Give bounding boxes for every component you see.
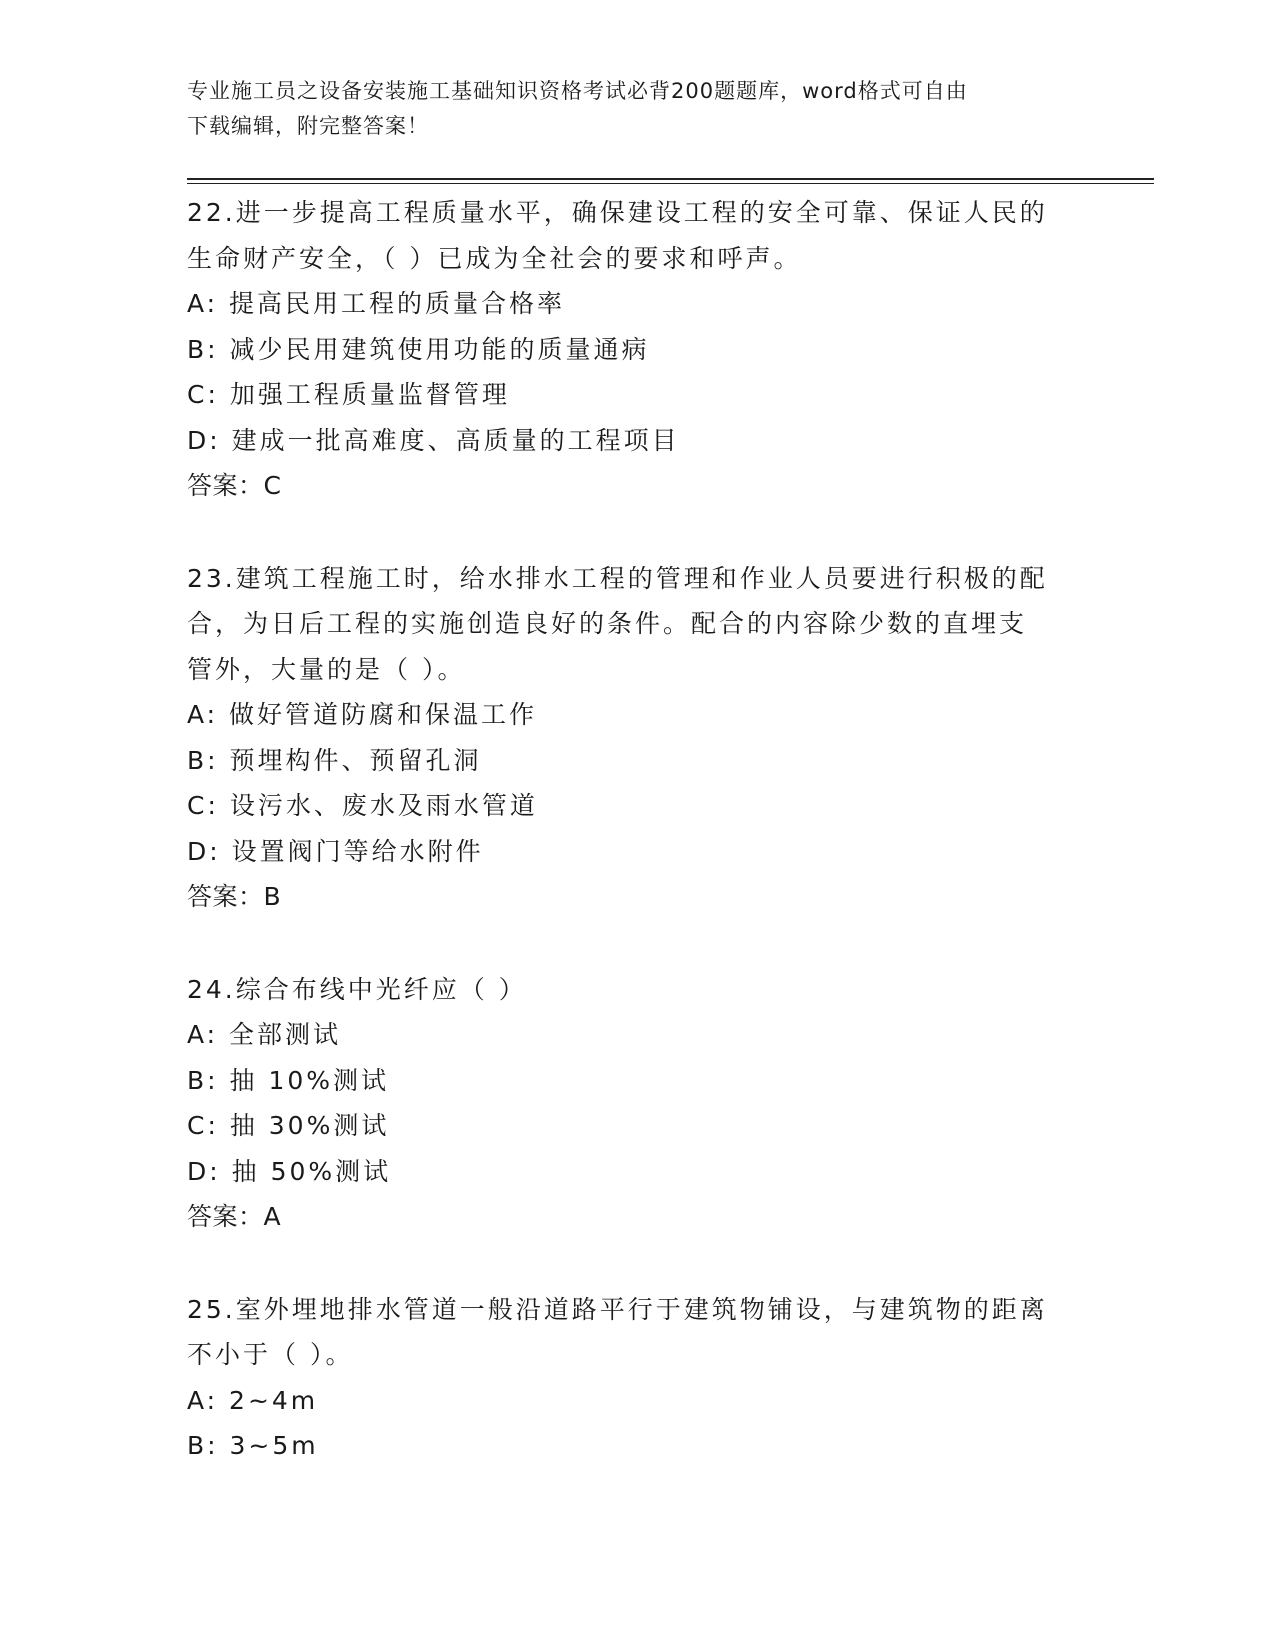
- option-d: D: 建成一批高难度、高质量的工程项目: [187, 425, 680, 455]
- option-a: A: 提高民用工程的质量合格率: [187, 289, 566, 318]
- option-b: B: 抽 10%测试: [187, 1065, 390, 1095]
- question-22: [187, 190, 1087, 509]
- answer: 答案：A: [187, 1202, 282, 1231]
- question-stem: 24.综合布线中光纤应（ ）: [187, 974, 527, 1004]
- header-divider-thin: [187, 183, 1154, 184]
- option-a: A: 全部测试: [187, 1020, 342, 1049]
- question-25: [187, 1287, 1087, 1469]
- option-c: C: 抽 30%测试: [187, 1111, 390, 1140]
- option-c: C: 设污水、废水及雨水管道: [187, 791, 538, 820]
- question-stem: 25.室外埋地排水管道一般沿道路平行于建筑物铺设，与建筑物的距离: [187, 1294, 1048, 1324]
- option-a: A: 2~4m: [187, 1385, 319, 1415]
- option-d: D: 抽 50%测试: [187, 1156, 392, 1186]
- question-stem: 管外，大量的是（ ）。: [187, 654, 466, 684]
- option-b: B: 预埋构件、预留孔洞: [187, 745, 482, 775]
- question-stem: 22.进一步提高工程质量水平，确保建设工程的安全可靠、保证人民的: [187, 198, 1048, 227]
- header-divider-thick: [187, 178, 1154, 180]
- answer: 答案：B: [187, 882, 282, 911]
- option-d: D: 设置阀门等给水附件: [187, 836, 484, 866]
- document-header: [187, 74, 1087, 144]
- question-stem: 23.建筑工程施工时，给水排水工程的管理和作业人员要进行积极的配: [187, 563, 1048, 593]
- option-c: C: 加强工程质量监督管理: [187, 380, 510, 409]
- question-23: [187, 556, 1087, 920]
- option-b: B: 3~5m: [187, 1431, 319, 1460]
- option-a: A: 做好管道防腐和保温工作: [187, 700, 538, 729]
- question-stem: 合，为日后工程的实施创造良好的条件。配合的内容除少数的直埋支: [187, 609, 1028, 638]
- header-line-1: 专业施工员之设备安装施工基础知识资格考试必背200题题库，word格式可自由: [187, 79, 968, 103]
- answer: 答案：C: [187, 471, 282, 500]
- question-stem: 不小于（ ）。: [187, 1340, 354, 1369]
- question-stem: 生命财产安全，（ ）已成为全社会的要求和呼声。: [187, 243, 802, 273]
- header-line-2: 下载编辑，附完整答案！: [187, 114, 429, 138]
- option-b: B: 减少民用建筑使用功能的质量通病: [187, 334, 650, 364]
- question-list: [187, 190, 1087, 1516]
- question-24: [187, 967, 1087, 1240]
